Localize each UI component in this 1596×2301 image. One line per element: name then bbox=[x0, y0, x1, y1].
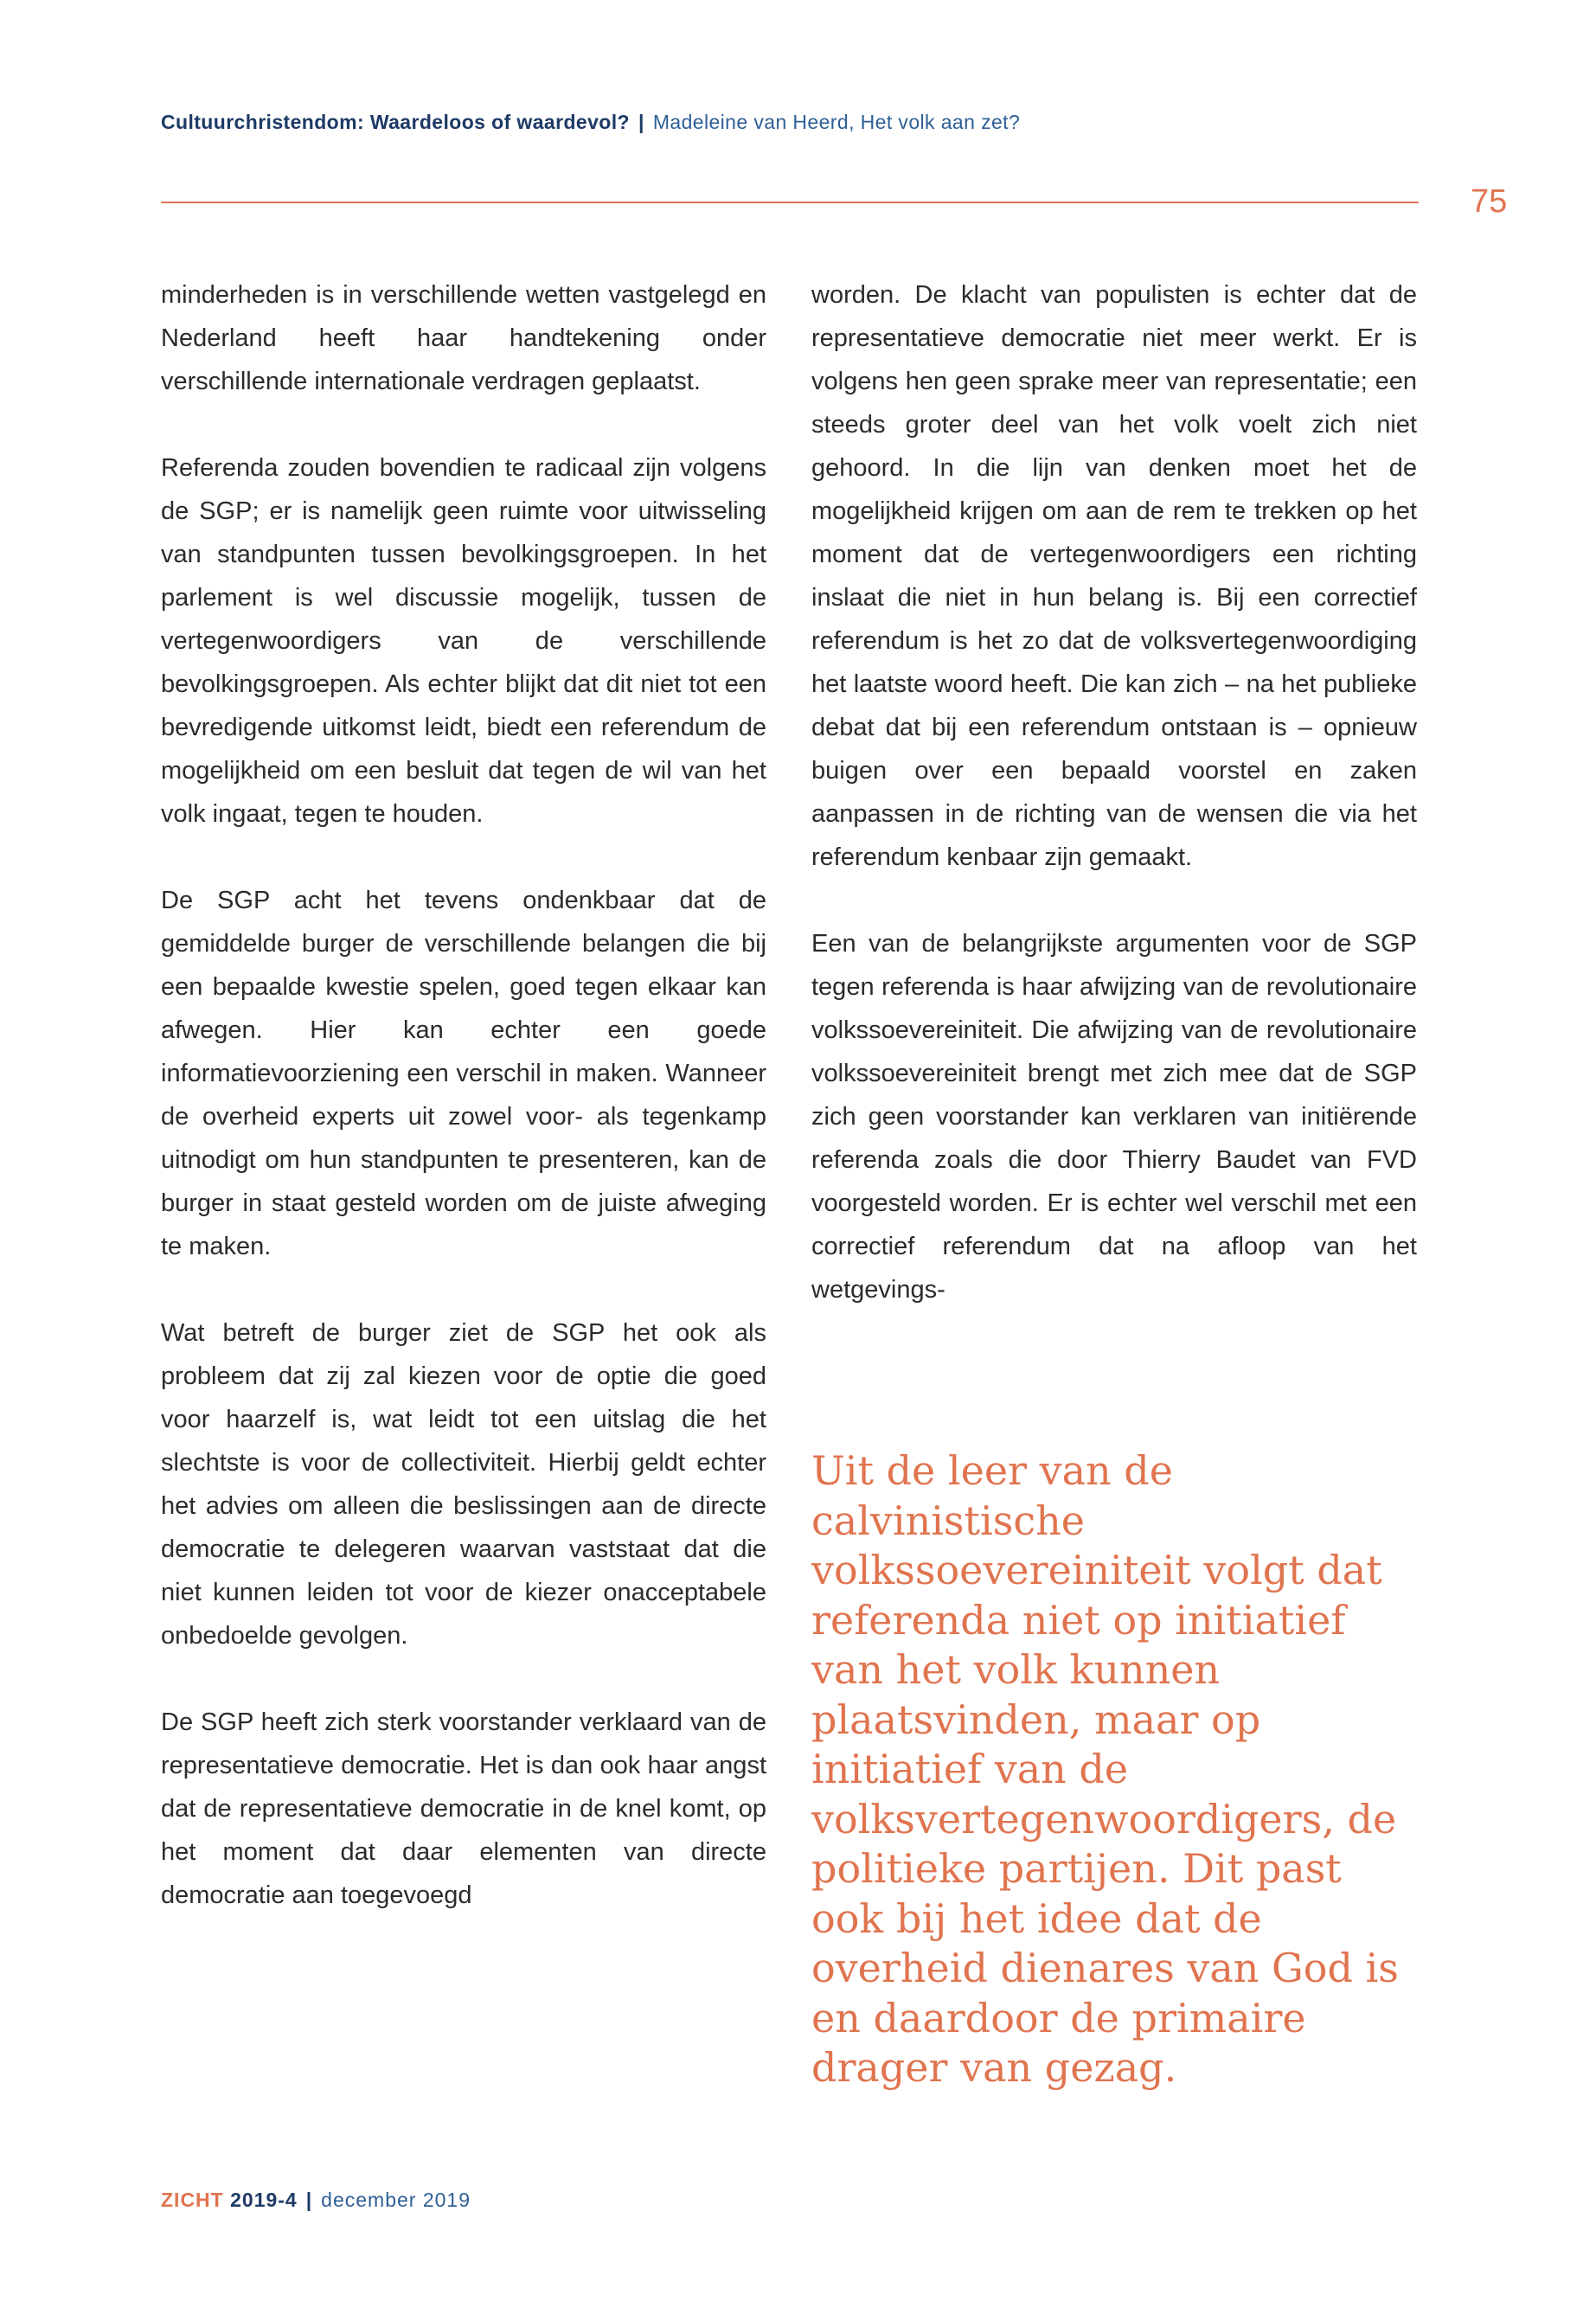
header-rule bbox=[161, 202, 1419, 203]
paragraph: Referenda zouden bovendien te radicaal zijn volgens de SGP; er is namelijk geen ruimte voor uitwisseling van standpunten tussen bevolkingsgroepen. In het parlement is wel discussie mogelijk, tussen de vertegenwoordigers van de verschillende bevolkingsgroepen. Als echter blijkt dat dit niet tot een bevredigende uitkomst leidt, biedt een referendum de mogelijkheid om een besluit dat tegen de wil van het volk ingaat, tegen te houden. bbox=[161, 454, 766, 828]
header-subtitle: Madeleine van Heerd, Het volk aan zet? bbox=[652, 111, 1021, 133]
paragraph: De SGP heeft zich sterk voorstander verklaard van de representatieve democratie. Het is dan ook haar angst dat de representatieve democratie in de knel komt, op het moment dat daar elementen van directe democratie aan toegevoegd bbox=[161, 1708, 766, 1909]
pull-quote: Uit de leer van de calvinistische volkssoevereiniteit volgt dat referenda niet op initiatief van het volk kunnen plaatsvinden, maar op initiatief van de volksvertegenwoordigers, de politieke partijen. Dit past ook bij het idee dat de overheid dienares van God is en daardoor de primaire drager van gezag. bbox=[811, 1447, 1399, 2091]
header-separator: | bbox=[638, 111, 644, 133]
page-number: 75 bbox=[1471, 183, 1508, 220]
left-column bbox=[161, 273, 766, 1960]
footer bbox=[161, 2189, 471, 2212]
paragraph: Wat betreft de burger ziet de SGP het ook als probleem dat zij zal kiezen voor de optie die goed voor haarzelf is, wat leidt tot een uitslag die het slechtste is voor de collectiviteit. Hierbij geldt echter het advies om alleen die beslissingen aan de directe democratie te delegeren waarvan vaststaat dat die niet kunnen leiden tot voor de kiezer onacceptabele onbedoelde gevolgen. bbox=[161, 1319, 766, 1650]
paragraph: Een van de belangrijkste argumenten voor de SGP tegen referenda is haar afwijzing van de revolutionaire volkssoevereiniteit. Die afwijzing van de revolutionaire volkssoevereiniteit brengt met zich mee dat de SGP zich geen voorstander kan verklaren van initiërende referenda zoals die door Thierry Baudet van FVD voorgesteld worden. Er is echter wel verschil met een correctief referendum dat na afloop van het wetgevings- bbox=[811, 930, 1417, 1304]
footer-brand: ZICHT bbox=[161, 2189, 224, 2211]
right-column bbox=[811, 273, 1417, 1355]
footer-date: december 2019 bbox=[321, 2189, 471, 2211]
paragraph: worden. De klacht van populisten is echter dat de representatieve democratie niet meer werkt. Er is volgens hen geen sprake meer van representatie; een steeds groter deel van het volk voelt zich niet gehoord. In die lijn van denken moet het de mogelijkheid krijgen om aan de rem te trekken op het moment dat de vertegenwoordigers een richting inslaat die niet in hun belang is. Bij een correctief referendum is het zo dat de volksvertegenwoordiging het laatste woord heeft. Die kan zich – na het publieke debat dat bij een referendum ontstaan is – opnieuw buigen over een bepaald voorstel en zaken aanpassen in de richting van de wensen die via het referendum kenbaar zijn gemaakt. bbox=[811, 281, 1417, 871]
footer-separator: | bbox=[305, 2189, 313, 2211]
footer-issue: 2019-4 bbox=[230, 2189, 298, 2211]
paragraph: minderheden is in verschillende wetten vastgelegd en Nederland heeft haar handtekening onder verschillende internationale verdragen geplaatst. bbox=[161, 281, 766, 395]
running-header bbox=[161, 111, 1424, 145]
header-title: Cultuurchristendom: Waardeloos of waardevol? bbox=[161, 111, 630, 133]
paragraph: De SGP acht het tevens ondenkbaar dat de gemiddelde burger de verschillende belangen die bij een bepaalde kwestie spelen, goed tegen elkaar kan afwegen. Hier kan echter een goede informatievoorziening een verschil in maken. Wanneer de overheid experts uit zowel voor- als tegenkamp uitnodigt om hun standpunten te presenteren, kan de burger in staat gesteld worden om de juiste afweging te maken. bbox=[161, 887, 766, 1260]
